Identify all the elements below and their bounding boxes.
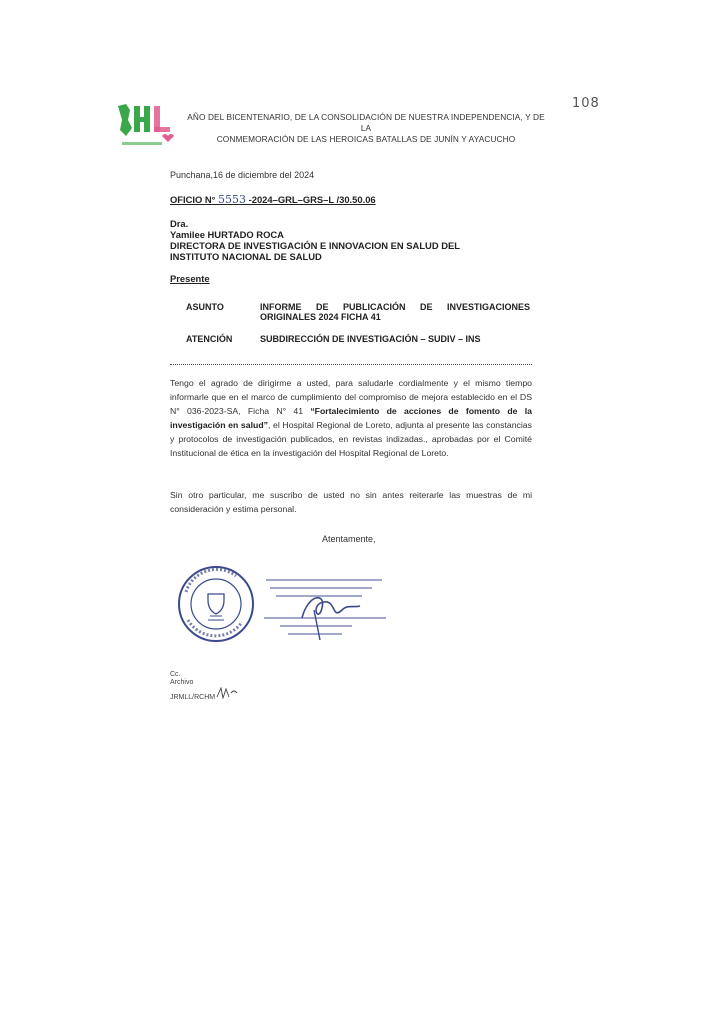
salutation: Dra. bbox=[170, 218, 189, 229]
letter-date: Punchana,16 de diciembre del 2024 bbox=[170, 170, 315, 180]
header-motto bbox=[186, 112, 546, 145]
body-paragraph-1 bbox=[170, 376, 532, 460]
hospital-logo bbox=[114, 100, 176, 150]
presente-label: Presente bbox=[170, 273, 210, 284]
recipient-title-2: INSTITUTO NACIONAL DE SALUD bbox=[170, 251, 322, 262]
p1-bold: “Fortalecimiento de acciones de fomento de la investigación en salud” bbox=[170, 406, 532, 430]
official-seal bbox=[176, 564, 256, 644]
atencion-value: SUBDIRECCIÓN DE INVESTIGACIÓN – SUDIV – INS bbox=[260, 334, 481, 344]
cc-archivo: Archivo bbox=[170, 679, 194, 686]
p1-text-b: , el Hospital Regional de Loreto, adjunta al presente las constancias y protocolos de investigación publicados, en revistas indizadas., aprobadas por el Comité Institucional de ética en la investigación del Hospital Regional de Loreto. bbox=[170, 420, 532, 458]
body-paragraph-2: Sin otro particular, me suscribo de usted no sin antes reiterarle las muestras de mi consideración y estima personal. bbox=[170, 490, 532, 514]
p1-text-a: Tengo el agrado de dirigirme a usted, para saludarle cordialmente y el mismo tiempo informarle que en el marco de cumplimiento del compromiso de mejora establecido en el DS N° 036-2023-SA, Ficha N° 41 bbox=[170, 378, 532, 416]
oficio-number: 5553 bbox=[218, 193, 247, 206]
signature-stamp bbox=[262, 574, 392, 644]
recipient-block bbox=[170, 218, 460, 262]
oficio-prefix: OFICIO N° bbox=[170, 194, 219, 205]
asunto-value: INFORME DE PUBLICACIÓN DE INVESTIGACIONES ORIGINALES 2024 FICHA 41 bbox=[260, 302, 530, 322]
asunto-label: ASUNTO bbox=[186, 302, 224, 312]
closing: Atentamente, bbox=[322, 534, 376, 544]
initials-scribble bbox=[215, 687, 241, 699]
recipient-title-1: DIRECTORA DE INVESTIGACIÓN E INNOVACION EN SALUD DEL bbox=[170, 240, 460, 251]
atencion-label: ATENCIÓN bbox=[186, 334, 233, 344]
motto-line-2: CONMEMORACIÓN DE LAS HEROICAS BATALLAS DE JUNÍN Y AYACUCHO bbox=[216, 134, 516, 144]
recipient-name: Yamilee HURTADO ROCA bbox=[170, 229, 284, 240]
copy-list bbox=[170, 671, 241, 702]
cc-initials-text: JRMLL/RCHM bbox=[170, 694, 216, 701]
handwritten-page-number: 108 bbox=[572, 96, 600, 111]
oficio-suffix: -2024–GRL–GRS–L /30.50.06 bbox=[246, 194, 376, 205]
separator-line bbox=[170, 364, 532, 365]
motto-line-1: AÑO DEL BICENTENARIO, DE LA CONSOLIDACIÓN DE NUESTRA INDEPENDENCIA, Y DE LA bbox=[187, 112, 545, 133]
cc-label: Cc. bbox=[170, 671, 181, 678]
cc-initials bbox=[170, 687, 241, 702]
oficio-reference bbox=[170, 193, 376, 206]
